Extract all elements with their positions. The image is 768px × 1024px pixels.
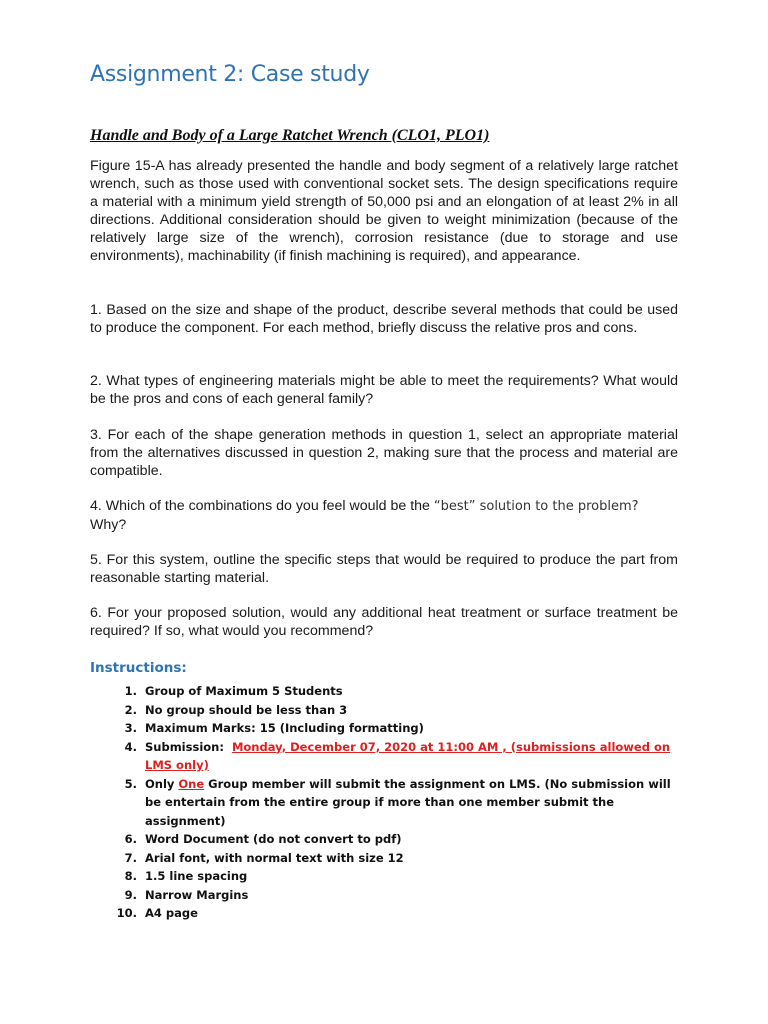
question-5: 5. For this system, outline the specific steps that would be required to produce the part from reasonable starting material. — [90, 552, 678, 586]
question-1: 1. Based on the size and shape of the product, describe several methods that could be used to produce the component. For each method, briefly discuss the relative pros and cons. — [90, 302, 678, 336]
instruction-item — [90, 775, 690, 831]
instructions-heading: Instructions: — [90, 660, 187, 676]
instruction-item — [90, 867, 690, 886]
instruction-text: Narrow Margins — [145, 887, 249, 902]
intro-paragraph: Figure 15-A has already presented the handle and body segment of a relatively large ratchet wrench, such as those used with conventional socket sets. The design specifications require a material with a minimum yield strength of 50,000 psi and an elongation of at least 2% in all directions. Additional consideration should be given to weight minimization (because of the relatively large size of the wrench), corrosion resistance (due to storage and use environments), machinability (if finish machining is required), and appearance. — [90, 158, 678, 264]
instruction-item — [90, 701, 690, 720]
question-4-quoted: “best” solution to the problem? — [433, 499, 639, 514]
instruction-text: Word Document (do not convert to pdf) — [145, 832, 402, 846]
submission-deadline: Monday, December 07, 2020 at 11:00 AM , (submissions allowed on LMS only) — [145, 739, 671, 772]
document-title: Assignment 2: Case study — [90, 62, 370, 87]
instruction-number: 7. — [124, 850, 137, 865]
question-3: 3. For each of the shape generation methods in question 1, select an appropriate material from the alternatives discussed in question 2, making sure that the process and material are compatible. — [90, 427, 678, 479]
instruction-item — [90, 886, 690, 905]
instruction-number: 1. — [124, 684, 137, 698]
submission-label: Submission: — [145, 739, 232, 754]
question-2: 2. What types of engineering materials might be able to meet the requirements? What would be the pros and cons of each general family? — [90, 373, 678, 407]
instruction-number: 6. — [124, 832, 137, 846]
highlight-one: One — [178, 776, 205, 791]
instruction-text: 1.5 line spacing — [145, 869, 248, 883]
instruction-text: Maximum Marks: 15 (Including formatting) — [145, 721, 424, 735]
case-study-subtitle: Handle and Body of a Large Ratchet Wrench (CLO1, PLO1) — [90, 127, 490, 144]
instruction-number: 2. — [124, 702, 137, 717]
question-4-end: Why? — [90, 517, 127, 533]
instruction-text: Arial font, with normal text with size 12 — [145, 850, 404, 865]
instruction-text: No group should be less than 3 — [145, 702, 348, 717]
instruction-text: A4 page — [145, 906, 198, 920]
instructions-list — [90, 682, 690, 923]
instruction-item — [90, 904, 690, 923]
question-4 — [90, 497, 678, 534]
instruction-text — [145, 738, 690, 775]
instruction-number: 3. — [124, 721, 137, 735]
instruction-number: 9. — [124, 887, 137, 902]
instruction-item — [90, 682, 690, 701]
instruction-item — [90, 738, 690, 775]
instruction-number: 10. — [116, 906, 137, 920]
instruction-text-post: Group member will submit the assignment on LMS. (No submission will be entertain from the entire group if more than one member submit the assignment) — [145, 776, 671, 828]
instruction-number: 5. — [124, 776, 137, 791]
instruction-text: Group of Maximum 5 Students — [145, 684, 343, 698]
instruction-text-pre: Only — [145, 776, 179, 791]
instruction-item — [90, 719, 690, 738]
question-6: 6. For your proposed solution, would any additional heat treatment or surface treatment be required? If so, what would you recommend? — [90, 605, 678, 639]
instruction-item — [90, 830, 690, 849]
instruction-number: 4. — [124, 739, 137, 754]
question-4-start: 4. Which of the combinations do you feel would be the — [90, 498, 434, 514]
instruction-item — [90, 849, 690, 868]
instruction-text — [145, 775, 690, 831]
instruction-number: 8. — [124, 869, 137, 883]
